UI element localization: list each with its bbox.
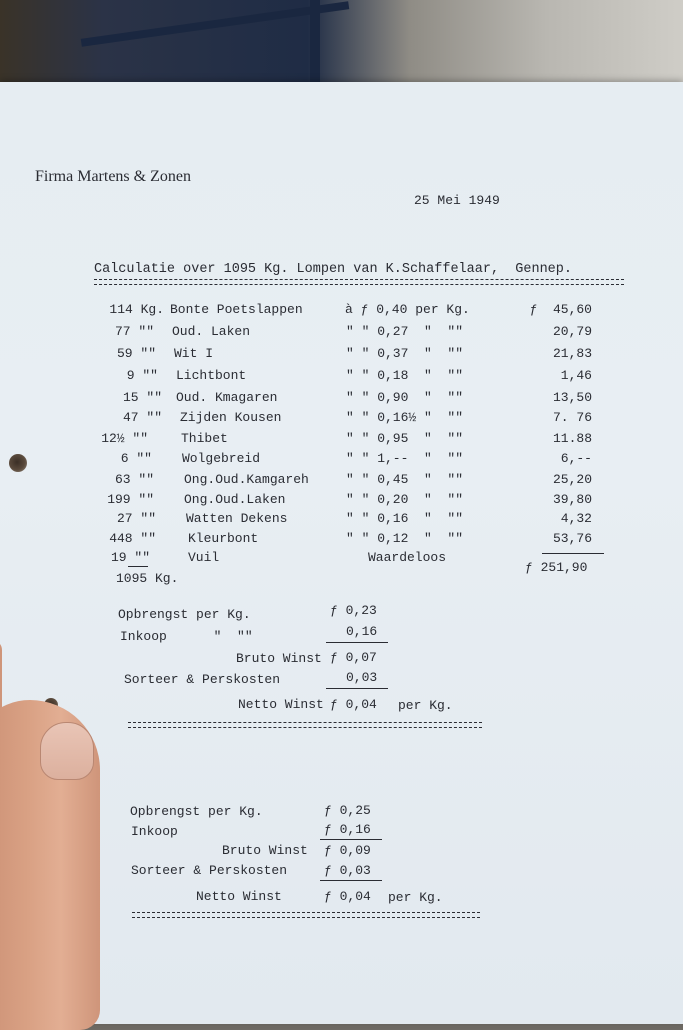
item-description: Wit I [174,346,214,361]
item-description: Bonte Poetslappen [170,302,303,317]
item-amount: 53,76 [552,531,592,546]
item-row [0,346,683,364]
calc2-rule-2 [320,880,382,881]
item-amount: 20,79 [552,324,592,339]
document-title: Calculatie over 1095 Kg. Lompen van K.Schaffelaar, Gennep. [94,262,572,277]
calc1-netto-suffix: per Kg. [398,698,453,713]
amount-total: ƒ 251,90 [525,560,588,575]
item-price: " " 0,95 " "" [346,431,464,446]
calc2-sorteer-value: ƒ 0,03 [324,863,371,878]
item-price: " " 0,16 " "" [346,511,464,526]
calc2-sorteer-label: Sorteer & Perskosten [131,863,288,878]
item-row [0,368,683,386]
calc2-bruto-label: Bruto Winst [222,843,308,858]
calc1-sorteer-label: Sorteer & Perskosten [124,672,281,687]
item-price: " " 0,18 " "" [346,368,464,383]
item-row [0,472,683,490]
item-price: Waardeloos [368,550,447,565]
item-description: Lichtbont [176,368,247,383]
item-qty: 63 "" [114,472,154,487]
item-amount: 11.88 [552,431,592,446]
amount-total-rule [542,553,604,554]
item-description: Thibet [181,431,228,446]
item-description: Wolgebreid [182,451,261,466]
item-amount: 25,20 [552,472,592,487]
item-amount: 4,32 [560,511,592,526]
calc1-bruto-label: Bruto Winst [236,651,322,666]
item-amount: 39,80 [552,492,592,507]
calc1-double-rule [128,722,482,728]
item-row [0,451,683,469]
item-price: " " 0,12 " "" [346,531,464,546]
item-qty: 6 "" [120,451,152,466]
item-description: Zijden Kousen [180,410,282,425]
item-description: Oud. Kmagaren [176,390,278,405]
calc1-netto-value: ƒ 0,04 [330,697,377,712]
item-qty: 19 "" [110,550,150,565]
chair-frame-leg [310,0,320,90]
calc2-inkoop-value: ƒ 0,16 [324,822,371,837]
item-price: " " 0,37 " "" [346,346,464,361]
item-amount: 13,50 [552,390,592,405]
item-qty: 9 "" [126,368,158,383]
qty-underline [128,566,148,567]
item-qty: 12½ "" [101,431,148,446]
calc1-opbrengst-value: ƒ 0,23 [330,603,377,618]
item-row [0,431,683,449]
title-double-rule [94,279,624,285]
item-amount: 7. 76 [552,410,592,425]
thumbnail [40,722,94,780]
item-price: " " 0,20 " "" [346,492,464,507]
item-row [0,302,683,320]
item-row [0,410,683,428]
item-price: " " 0,45 " "" [346,472,464,487]
calc2-opbrengst-value: ƒ 0,25 [324,803,371,818]
qty-total: 1095 Kg. [116,571,179,586]
calc2-netto-suffix: per Kg. [388,890,443,905]
calc2-opbrengst-label: Opbrengst per Kg. [130,804,263,819]
item-description: Ong.Oud.Kamgareh [184,472,309,487]
calc2-inkoop-label: Inkoop [131,824,178,839]
document-date: 25 Mei 1949 [414,193,500,208]
item-qty: 47 "" [122,410,162,425]
item-row [0,324,683,342]
item-price: " " 0,90 " "" [346,390,464,405]
firm-name: Firma Martens & Zonen [35,168,191,185]
item-price: " " 0,27 " "" [346,324,464,339]
item-amount: 6,-- [560,451,592,466]
item-qty: 199 "" [107,492,154,507]
calc2-netto-value: ƒ 0,04 [324,889,371,904]
item-qty: 15 "" [122,390,162,405]
calc2-bruto-value: ƒ 0,09 [324,843,371,858]
item-price: à ƒ 0,40 per Kg. [345,302,470,317]
calc1-netto-label: Netto Winst [238,697,324,712]
item-qty: 114 Kg. [109,302,164,317]
calc2-netto-label: Netto Winst [196,889,282,904]
item-row [0,390,683,408]
calc1-opbrengst-label: Opbrengst per Kg. [118,607,251,622]
calc2-double-rule [132,912,480,918]
item-price: " " 1,-- " "" [346,451,464,466]
item-amount: 21,83 [552,346,592,361]
item-description: Oud. Laken [172,324,251,339]
item-qty: 77 "" [114,324,154,339]
item-price: " " 0,16½ " "" [346,410,464,425]
calc1-rule-1 [326,642,388,643]
calc1-inkoop-value: 0,16 [346,624,378,639]
item-qty: 59 "" [116,346,156,361]
item-description: Ong.Oud.Laken [184,492,286,507]
item-row [0,511,683,529]
calc2-rule-1 [320,839,382,840]
item-description: Watten Dekens [186,511,288,526]
item-amount: 1,46 [560,368,592,383]
item-qty: 448 "" [109,531,156,546]
item-qty: 27 "" [116,511,156,526]
calc1-rule-2 [326,688,388,689]
calc1-sorteer-value: 0,03 [346,670,378,685]
item-row [0,492,683,510]
item-description: Vuil [188,550,220,565]
item-amount: ƒ 45,60 [529,302,592,317]
calc1-bruto-value: ƒ 0,07 [330,650,377,665]
calc1-inkoop-label: Inkoop " "" [120,629,253,644]
item-row [0,531,683,549]
item-description: Kleurbont [188,531,259,546]
